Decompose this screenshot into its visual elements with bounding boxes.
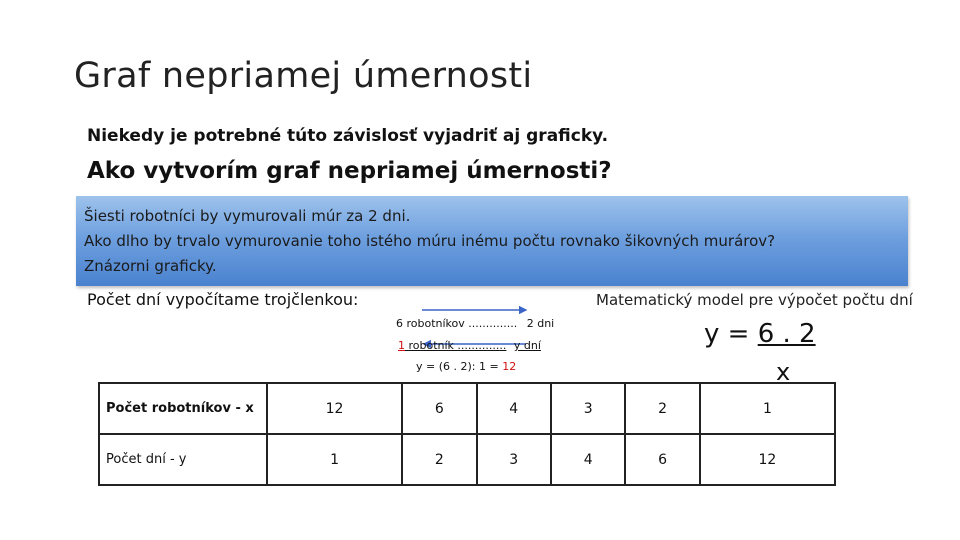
proportion-row-1-left: 6 robotníkov .............. bbox=[396, 317, 518, 330]
proportion-row-2-right: y dní bbox=[513, 339, 541, 352]
slide-question: Ako vytvorím graf nepriamej úmernosti? bbox=[87, 158, 612, 184]
task-line-2: Ako dlho by trvalo vymurovanie toho istého múru inému počtu rovnako šikovných murárov? bbox=[84, 232, 776, 250]
slide-subtitle: Niekedy je potrebné túto závislosť vyjadriť aj graficky. bbox=[87, 126, 609, 146]
table-cell: 12 bbox=[267, 383, 402, 434]
table-cell: 12 bbox=[700, 434, 835, 485]
table-cell: 4 bbox=[477, 383, 551, 434]
proportion-row-1 bbox=[396, 317, 554, 330]
proportion-result bbox=[416, 360, 516, 373]
formula-lhs: y = bbox=[704, 319, 758, 349]
proportion-row-2-num: 1 bbox=[398, 339, 405, 352]
proportion-result-value: 12 bbox=[502, 360, 517, 373]
table-cell: 2 bbox=[402, 434, 476, 485]
task-line-3: Znázorni graficky. bbox=[84, 257, 217, 275]
proportion-row-1-right: 2 dni bbox=[526, 317, 555, 330]
table-cell: 3 bbox=[477, 434, 551, 485]
model-label: Matematický model pre výpočet počtu dní bbox=[596, 291, 913, 309]
table-cell: 1 bbox=[700, 383, 835, 434]
table-row-workers bbox=[99, 383, 835, 434]
table-row-label: Počet dní - y bbox=[99, 434, 267, 485]
table-cell: 2 bbox=[625, 383, 699, 434]
table-row-days bbox=[99, 434, 835, 485]
proportion-result-prefix: y = (6 . 2): 1 = bbox=[416, 360, 503, 373]
table-cell: 4 bbox=[551, 434, 625, 485]
formula-denominator: x bbox=[776, 358, 791, 386]
task-box bbox=[76, 196, 908, 286]
table-cell: 6 bbox=[625, 434, 699, 485]
calc-label: Počet dní vypočítame trojčlenkou: bbox=[87, 290, 359, 309]
formula bbox=[704, 319, 816, 349]
proportion-row-2-left: robotník .............. bbox=[405, 339, 507, 352]
table-row-label: Počet robotníkov - x bbox=[99, 383, 267, 434]
table-cell: 6 bbox=[402, 383, 476, 434]
table-cell: 1 bbox=[267, 434, 402, 485]
proportion-row-2 bbox=[398, 339, 541, 352]
value-table bbox=[98, 382, 836, 486]
task-line-1: Šiesti robotníci by vymurovali múr za 2 dni. bbox=[84, 207, 411, 225]
slide-title: Graf nepriamej úmernosti bbox=[74, 56, 533, 96]
table-cell: 3 bbox=[551, 383, 625, 434]
formula-numerator: 6 . 2 bbox=[757, 319, 816, 349]
